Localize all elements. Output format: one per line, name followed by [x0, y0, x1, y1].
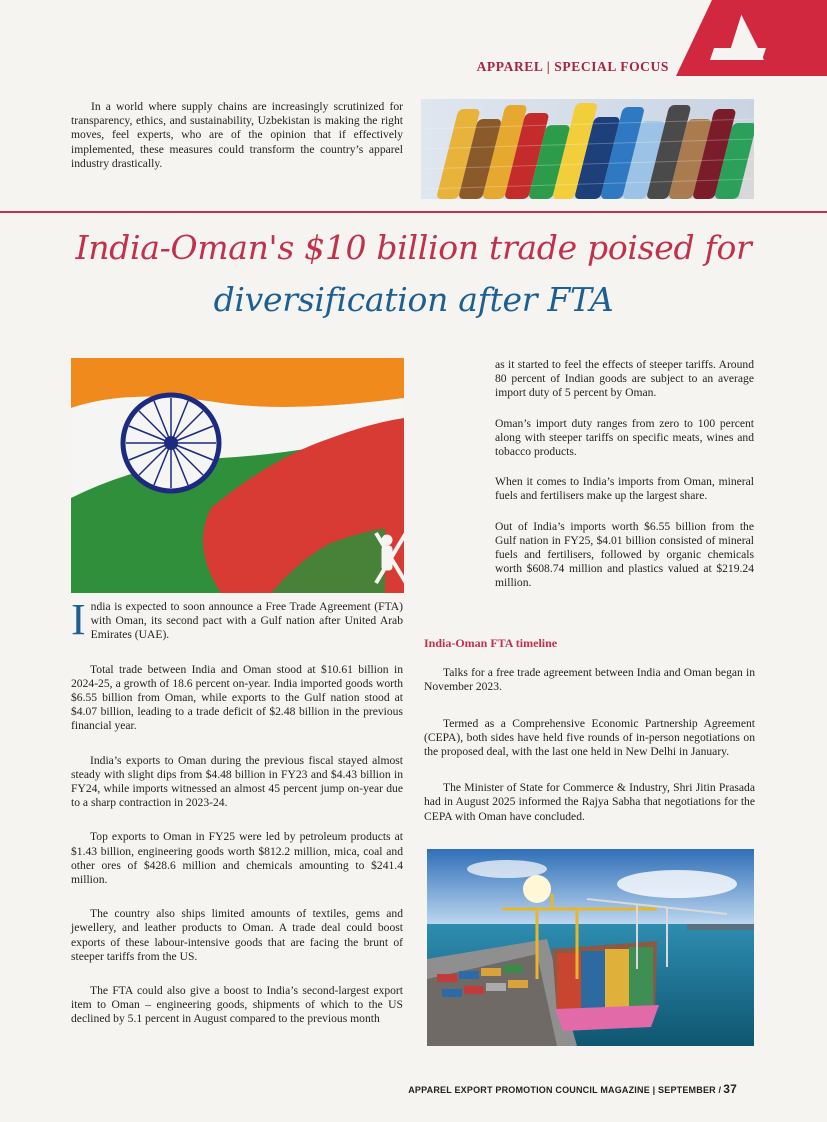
- intro-paragraph: In a world where supply chains are increasingly scrutinized for transparency, ethics, and sustainability, Uzbekistan is making the right moves, feel experts, who are of the opinion that if effectively implemented, these measures could transform the country’s apparel industry drastically.: [71, 100, 403, 170]
- timeline-subheading: India-Oman FTA timeline: [424, 636, 558, 650]
- paragraph-tariffs-effects: as it started to feel the effects of steeper tariffs. Around 80 percent of Indian goods are subject to an average import duty of 5 percent by Oman.: [495, 358, 754, 400]
- paragraph-labour-goods: The country also ships limited amounts of textiles, gems and jewellery, and leather products to Oman. A trade deal could boost exports of these labour-intensive goods that are facing the brunt of steeper tariffs from the US.: [71, 907, 403, 963]
- section-label: APPAREL | SPECIAL FOCUS: [476, 59, 669, 74]
- article-column-right-timeline: [424, 636, 755, 840]
- drop-cap: I: [71, 595, 86, 644]
- article-column-right-upper: [495, 358, 754, 607]
- paragraph-trade-total: Total trade between India and Oman stood at $10.61 billion in 2024-25, a growth of 18.6 percent on-year. India imported goods worth $6.55 billion from Oman, while exports to the Gulf nation stood at $4.07 billion, leading to a trade deficit of $2.48 billion in the previous financial year.: [71, 662, 403, 733]
- paragraph-engineering-goods: The FTA could also give a boost to India’s second-largest export item to Oman – engineering goods, shipments of which to the US declined by 5.1 percent in August compared to the previous month: [71, 984, 403, 1026]
- paragraph-exports-steady: India’s exports to Oman during the previous fiscal stayed almost steady with slight dips from $4.48 billion in FY23 and $4.43 billion in FY24, while imports witnessed an almost 45 percent jump on-year due to a sharp contraction in 2023-24.: [71, 753, 403, 810]
- paragraph-imports-share: When it comes to India’s imports from Oman, mineral fuels and fertilisers make up the largest share.: [495, 475, 754, 503]
- magazine-logo: [676, 0, 827, 76]
- thread-spools-image: [421, 99, 754, 199]
- article-column-left: [71, 595, 403, 1043]
- section-divider: [0, 211, 827, 213]
- paragraph-import-duty: Oman’s import duty ranges from zero to 100 percent along with steeper tariffs on specific meats, wines and tobacco products.: [495, 416, 754, 459]
- article-headline: [40, 222, 787, 326]
- paragraph-cepa-rounds: Termed as a Comprehensive Economic Partnership Agreement (CEPA), both sides have held five rounds of in-person negotiations on the proposed deal, with the last one held in New Delhi in January.: [424, 716, 755, 759]
- lead-paragraph: India is expected to soon announce a Free Trade Agreement (FTA) with Oman, its second pact with a Gulf nation after United Arab Emirates (UAE).: [71, 595, 403, 644]
- page-footer: [408, 1082, 737, 1096]
- paragraph-talks-began: Talks for a free trade agreement between India and Oman began in November 2023.: [424, 666, 755, 694]
- india-oman-flags-image: [71, 358, 404, 593]
- paragraph-negotiations-concluded: The Minister of State for Commerce & Industry, Shri Jitin Prasada had in August 2025 informed the Rajya Sabha that negotiations for the CEPA with Oman have concluded.: [424, 781, 755, 823]
- headline-line-2: diversification after FTA: [213, 280, 614, 319]
- container-port-image: [427, 849, 754, 1046]
- paragraph-top-exports: Top exports to Oman in FY25 were led by petroleum products at $1.43 billion, engineering goods worth $812.2 million, mica, coal and other ores of $428.6 million and chemicals amounting to $241.4 million.: [71, 830, 403, 887]
- footer-text: APPAREL EXPORT PROMOTION COUNCIL MAGAZINE | SEPTEMBER /: [408, 1085, 722, 1095]
- headline-line-1: India-Oman's $10 billion trade poised for: [75, 228, 752, 267]
- page-number: 37: [723, 1082, 737, 1096]
- paragraph-imports-breakdown: Out of India’s imports worth $6.55 billion from the Gulf nation in FY25, $4.01 billion consisted of mineral fuels and fertilisers, followed by organic chemicals worth $608.74 million and plastics valued at $219.24 million.: [495, 519, 754, 590]
